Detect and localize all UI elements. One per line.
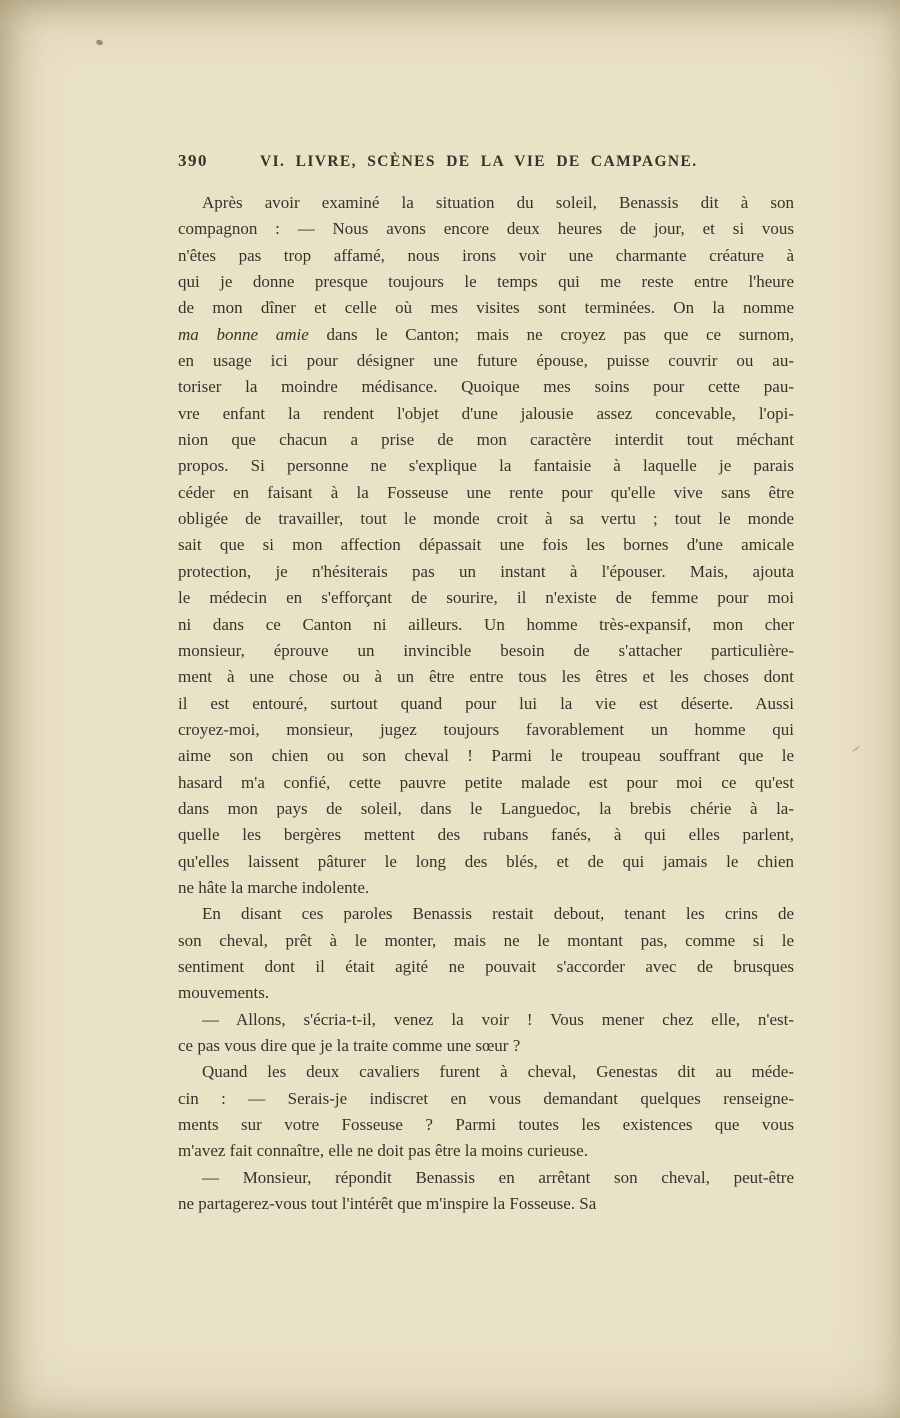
text-line: céder en faisant à la Fosseuse une rente pour qu'elle vive sans être [178, 482, 794, 502]
text-line: qui je donne presque toujours le temps qui me reste entre l'heure [178, 272, 794, 292]
text-line: monsieur, éprouve un invincible besoin de s'attacher particulière- [178, 640, 794, 660]
text-line: ment à une chose ou à un être entre tous les êtres et les choses dont [178, 667, 794, 687]
text-line: le médecin en s'efforçant de sourire, il n'existe de femme pour moi [178, 588, 794, 608]
text-line: ma bonne amie dans le Canton; mais ne croyez pas que ce surnom, [178, 324, 794, 344]
text-line: vre enfant la rendent l'objet d'une jalousie assez concevable, l'opi- [178, 403, 794, 423]
text-line: hasard m'a confié, cette pauvre petite malade est pour moi ce qu'est [178, 772, 794, 792]
text-line: Quand les deux cavaliers furent à cheval, Genestas dit au méde- [202, 1062, 794, 1082]
text-line: de mon dîner et celle où mes visites sont terminées. On la nomme [178, 298, 794, 318]
paragraph [178, 901, 794, 1006]
text-line: dans mon pays de soleil, dans le Languedoc, la brebis chérie à la- [178, 798, 794, 818]
text-line: — Monsieur, répondit Benassis en arrêtant son cheval, peut-être [202, 1167, 794, 1187]
text-line: toriser la moindre médisance. Quoique mes soins pour cette pau- [178, 377, 794, 397]
text-line: ce pas vous dire que je la traite comme une sœur ? [178, 1036, 521, 1055]
text-line: obligée de travailler, tout le monde croit à sa vertu ; tout le monde [178, 509, 794, 529]
text-line: nion que chacun a prise de mon caractère interdit tout méchant [178, 430, 794, 450]
text-line: quelle les bergères mettent des rubans fanés, à qui elles parlent, [178, 825, 794, 845]
paragraph [178, 1165, 794, 1218]
text-line: son cheval, prêt à le monter, mais ne le montant pas, comme si le [178, 930, 794, 950]
paragraph [178, 1059, 794, 1164]
text-line: croyez-moi, monsieur, jugez toujours favorablement un homme qui [178, 719, 794, 739]
text-line: sentiment dont il était agité ne pouvait s'accorder avec de brusques [178, 956, 794, 976]
text-line: protection, je n'hésiterais pas un instant à l'épouser. Mais, ajouta [178, 561, 794, 581]
scan-speck [95, 39, 103, 46]
text-line: mouvements. [178, 983, 270, 1003]
text-line: ni dans ce Canton ni ailleurs. Un homme très-expansif, mon cher [178, 614, 794, 634]
text-line: sait que si mon affection dépassait une fois les bornes d'une amicale [178, 535, 794, 555]
page-header [178, 151, 794, 171]
page-number: 390 [178, 151, 208, 170]
text-line: compagnon : — Nous avons encore deux heures de jour, et si vous [178, 219, 794, 239]
text-line: — Allons, s'écria-t-il, venez la voir ! Vous mener chez elle, n'est- [202, 1009, 794, 1029]
running-title: VI. LIVRE, SCÈNES DE LA VIE DE CAMPAGNE. [260, 153, 698, 170]
text-line: ments sur votre Fosseuse ? Parmi toutes les existences que vous [178, 1115, 794, 1135]
text-line: aime son chien ou son cheval ! Parmi le troupeau souffrant que le [178, 746, 794, 766]
text-line: qu'elles laissent pâturer le long des blés, et de qui jamais le chien [178, 851, 794, 871]
text-line: ne partagerez-vous tout l'intérêt que m'inspire la Fosseuse. Sa [178, 1194, 597, 1214]
text-line: propos. Si personne ne s'explique la fantaisie à laquelle je parais [178, 456, 794, 476]
scan-speck [851, 745, 860, 752]
text-line: En disant ces paroles Benassis restait debout, tenant les crins de [202, 904, 794, 924]
text-line: Après avoir examiné la situation du soleil, Benassis dit à son [202, 193, 794, 212]
paragraph [178, 1007, 794, 1060]
text-line: n'êtes pas trop affamé, nous irons voir une charmante créature à [178, 245, 794, 265]
text-line: m'avez fait connaître, elle ne doit pas être la moins curieuse. [178, 1141, 588, 1161]
text-line: cin : — Serais-je indiscret en vous demandant quelques renseigne- [178, 1088, 794, 1108]
text-line: ne hâte la marche indolente. [178, 877, 370, 897]
text-block [178, 190, 794, 1217]
paragraph [178, 190, 794, 901]
text-line: il est entouré, surtout quand pour lui la vie est déserte. Aussi [178, 693, 794, 713]
text-line: en usage ici pour désigner une future épouse, puisse couvrir ou au- [178, 351, 794, 371]
